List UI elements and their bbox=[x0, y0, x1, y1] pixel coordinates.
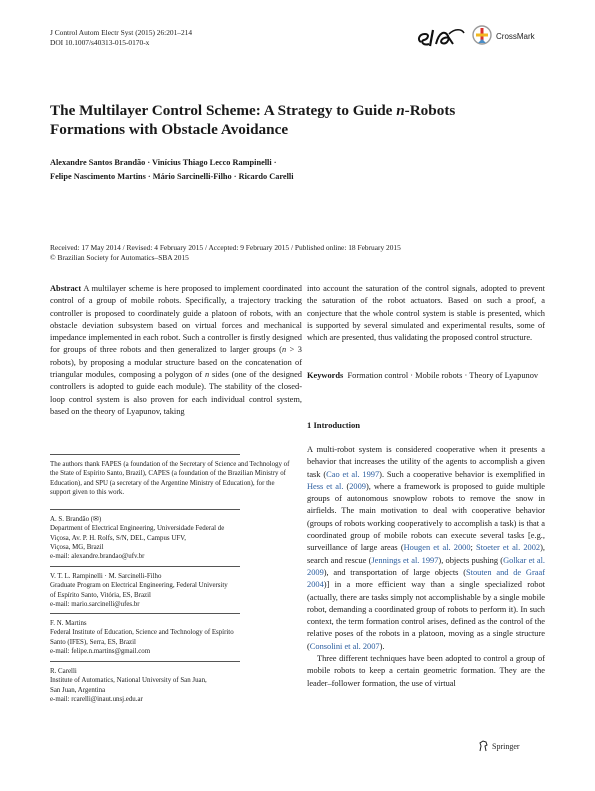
affiliation-rule bbox=[50, 661, 240, 662]
citation-link[interactable]: Golkar et al. 2009 bbox=[307, 555, 546, 577]
affiliation-rule bbox=[50, 509, 240, 510]
keywords bbox=[307, 370, 545, 382]
intro-text: )] in a more efficient way than a single specialized robot (actually, there are tasks simply not accomplishable by a single mobile robot, demanding a coordinated group of robots to perform it). In such context, the term formation control arises, defined as the control of the relative poses of the robots in a platoon, moving as a single structure ( bbox=[307, 580, 545, 651]
citation-link[interactable]: Hess et al. bbox=[307, 481, 344, 491]
springer-horse-icon bbox=[478, 740, 489, 752]
affiliation-line: Federal Institute of Education, Science and Technology of Espírito bbox=[50, 629, 234, 637]
affiliation-line: Graduate Program on Electrical Engineering, Federal University bbox=[50, 582, 228, 590]
affiliation-name: A. S. Brandão (✉) bbox=[50, 516, 102, 523]
affiliation-line: Santo (IFES), Serra, ES, Brazil bbox=[50, 638, 136, 646]
affiliation-email[interactable]: e-mail: felipe.n.martins@gmail.com bbox=[50, 647, 151, 655]
crossmark-badge[interactable] bbox=[472, 25, 535, 47]
affiliation-email[interactable]: e-mail: rcarelli@inaut.unsj.edu.ar bbox=[50, 695, 143, 703]
abstract-n1: n bbox=[281, 345, 287, 355]
sba-logo bbox=[415, 24, 467, 50]
affiliation-line: of Espírito Santo, Vitória, ES, Brazil bbox=[50, 591, 151, 599]
doi: DOI 10.1007/s40313-015-0170-x bbox=[50, 38, 150, 47]
citation-link[interactable]: Consolini et al. 2007 bbox=[309, 641, 380, 651]
keywords-label: Keywords bbox=[307, 371, 344, 380]
citation-link[interactable]: 2009 bbox=[349, 481, 366, 491]
affiliation-name: V. T. L. Rampinelli · M. Sarcinelli-Filho bbox=[50, 573, 162, 580]
intro-paragraph-2: Three different techniques have been adopted to control a group of mobile robots to keep a certain geometric formation. They are the leader–follower formation, the use of virtual bbox=[307, 654, 545, 688]
abstract-text-3: sides (one of the designed controllers is adopted to guide each module). The stability of the closed-loop control system is also proven for each individual control system, based on the theory of Lyapunov, taking bbox=[50, 370, 302, 416]
copyright-line: © Brazilian Society for Automatics–SBA 2015 bbox=[50, 253, 189, 262]
abstract-n2: n bbox=[204, 370, 210, 380]
introduction-body bbox=[307, 444, 545, 690]
publication-history bbox=[50, 243, 550, 263]
affiliation-email[interactable]: e-mail: alexandre.brandao@ufv.br bbox=[50, 553, 145, 561]
title-line1-a: The Multilayer Control Scheme: A Strategy to Guide bbox=[50, 102, 397, 119]
citation-link[interactable]: Cao et al. 1997 bbox=[326, 469, 380, 479]
section-heading-introduction: 1 Introduction bbox=[307, 420, 361, 430]
author-list bbox=[50, 156, 520, 184]
publisher-mark bbox=[478, 740, 520, 752]
affiliation-line: San Juan, Argentina bbox=[50, 686, 106, 694]
citation-link[interactable]: Jennings et al. 1997 bbox=[371, 555, 439, 565]
affiliation-rule bbox=[50, 613, 240, 614]
abstract-text-1: A multilayer scheme is here proposed to implement coordinated control of a group of mobile robots. Specifically, a trajectory tracking controller is proposed to coordinately guide a platoon of robots, with an obstacle deviation subsystem based on virtual forces and mechanical impedance implemented in each robot. Such a controller is firstly designed for groups of three robots and then generalized to larger groups ( bbox=[50, 284, 302, 355]
journal-citation: J Control Autom Electr Syst (2015) 26:201–214 bbox=[50, 28, 193, 37]
abstract-label: Abstract bbox=[50, 284, 82, 293]
affiliation-4 bbox=[50, 667, 306, 704]
intro-text: ), and transportation of large objects ( bbox=[323, 567, 466, 577]
paper-title bbox=[50, 102, 520, 139]
affiliation-name: F. N. Martins bbox=[50, 620, 87, 627]
intro-text: ), search and rescue ( bbox=[307, 543, 546, 565]
intro-text: ), objects pushing ( bbox=[438, 555, 504, 565]
intro-text: ). Such a cooperative behavior is exemplified in bbox=[379, 469, 545, 479]
intro-text: ( bbox=[343, 481, 350, 491]
affiliation-rule bbox=[50, 566, 240, 567]
publisher-name: Springer bbox=[492, 741, 520, 751]
intro-text: ; bbox=[470, 543, 477, 553]
author-line-1: Alexandre Santos Brandão · Vinícius Thiago Lecco Rampinelli · bbox=[50, 158, 277, 167]
footnote-rule bbox=[50, 454, 240, 455]
intro-text: ). bbox=[379, 641, 385, 651]
crossmark-label: CrossMark bbox=[496, 31, 535, 41]
received-dates: Received: 17 May 2014 / Revised: 4 February 2015 / Accepted: 9 February 2015 / Published online: 18 February 2015 bbox=[50, 243, 401, 252]
intro-text: ), where a framework is proposed to guide multiple groups of autonomous snowplow robots to remove the snow in airfields. The main motivation to deal with cooperative behavior (groups of robots working cooperatively to accomplish a task) is that a coordinated group of mobile robots can execute several tasks [e.g., surveillance of large areas ( bbox=[307, 481, 546, 553]
affiliation-line: Viçosa, MG, Brazil bbox=[50, 543, 104, 551]
title-line2: Formations with Obstacle Avoidance bbox=[50, 120, 289, 138]
title-n-symbol: n bbox=[396, 102, 405, 119]
keywords-text: Formation control · Mobile robots · Theory of Lyapunov bbox=[347, 371, 539, 380]
abstract-continued: into account the saturation of the control signals, adopted to prevent the saturation of the robot actuators. Based on such a proof, a conjecture that the whole control system is stable is presented, which is supported by several simulated and experimental results, some of which are presented, thus validating the proposed control structure. bbox=[307, 284, 545, 343]
affiliation-email[interactable]: e-mail: mario.sarcinelli@ufes.br bbox=[50, 600, 140, 608]
title-line1-c: -Robots bbox=[404, 102, 456, 119]
citation-link[interactable]: Stoeter et al. 2002 bbox=[476, 543, 541, 553]
affiliation-3 bbox=[50, 619, 306, 656]
affiliation-line: Institute of Automatics, National University of San Juan, bbox=[50, 677, 207, 685]
intro-text: A multi-robot system is considered cooperative when it presents a behavior that increases the utility of the agents to accomplish a given task ( bbox=[307, 445, 545, 479]
abstract-text-2: > 3 robots), by proposing a modular structure based on the concatenation of triangular modules, composing a polygon of bbox=[50, 345, 302, 380]
affiliation-1 bbox=[50, 515, 306, 561]
abstract bbox=[50, 283, 302, 418]
affiliation-line: Department of Electrical Engineering, Universidade Federal de bbox=[50, 525, 225, 533]
crossmark-icon bbox=[472, 25, 492, 47]
affiliation-name: R. Carelli bbox=[50, 668, 77, 675]
citation-link[interactable]: Stouten and de Graaf 2004 bbox=[307, 567, 545, 590]
citation-link[interactable]: Hougen et al. 2000 bbox=[403, 543, 471, 553]
funding-note: The authors thank FAPES (a foundation of the Secretary of Science and Technology of the State of Espírito Santo, Brazil), CAPES (a foundation of the Brazilian Ministry of Education), and SPU (a secretary of the Argentine Ministry of Education), for the support given to this work. bbox=[50, 461, 290, 496]
author-line-2: Felipe Nascimento Martins · Mário Sarcinelli-Filho · Ricardo Carelli bbox=[50, 172, 294, 181]
affiliation-line: Viçosa, Av. P. H. Rolfs, S/N, DEL, Campus UFV, bbox=[50, 534, 186, 542]
affiliation-2 bbox=[50, 572, 306, 609]
